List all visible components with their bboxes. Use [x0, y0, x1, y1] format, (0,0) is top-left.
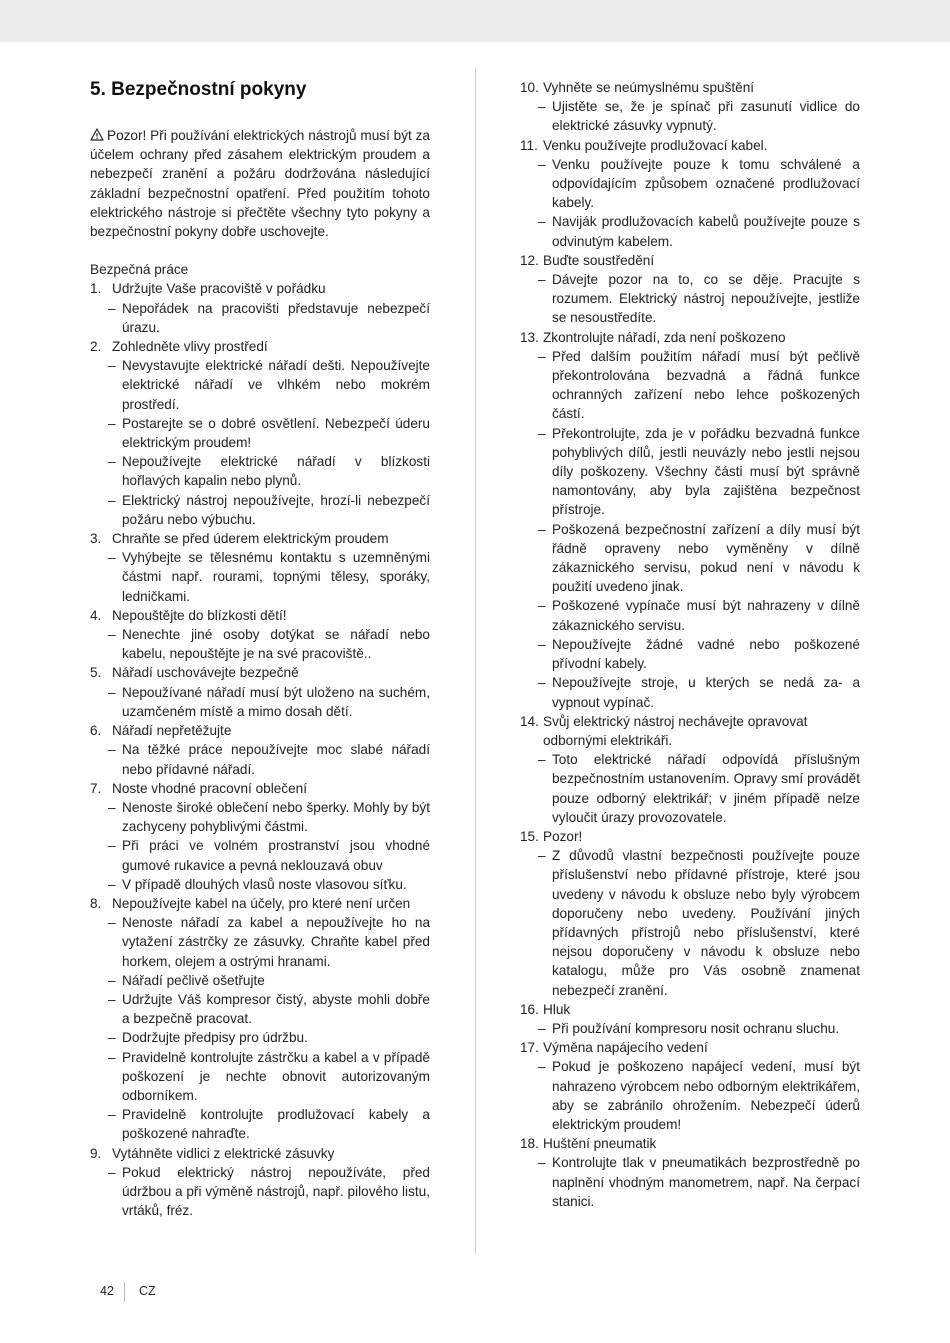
- item-number: 3.: [90, 531, 102, 547]
- item-number: 13.: [520, 329, 539, 345]
- dash-bullet-icon: –: [108, 454, 116, 470]
- instruction-bullet: [90, 625, 430, 663]
- left-column: [90, 78, 430, 1220]
- bullet-text: Venku používejte pouze k tomu schválené a odpovídajícím způsobem označené prodlužovací kabely.: [552, 156, 860, 211]
- instruction-bullet: [520, 97, 860, 135]
- bullet-text: Nevystavujte elektrické nářadí dešti. Nepoužívejte elektrické nářadí ve vlhkém nebo mokrém prostředí.: [122, 358, 430, 412]
- item-heading: Nářadí uschovávejte bezpečně: [112, 665, 299, 681]
- bullet-text: Toto elektrické nářadí odpovídá příslušným bezpečnostním ustanovením. Opravy smí provádět pouze odborný elektrikář; v jiném případě nelze vyloučit úrazy provozovatele.: [552, 752, 860, 825]
- dash-bullet-icon: –: [108, 991, 116, 1007]
- bullet-text: Pokud je poškozeno napájecí vedení, musí být nahrazeno výrobcem nebo odborným elektrikářem, aby se zabránilo ohrožením. Nebezpečí úderů elektrickým proudem!: [552, 1059, 860, 1132]
- item-number: 7.: [90, 780, 102, 796]
- item-heading: Výměna napájecího vedení: [543, 1040, 708, 1056]
- intro-text: Pozor! Při používání elektrických nástrojů musí být za účelem ochrany před zásahem elektrickým proudem a nebezpečí zranění a požáru dodržována následující základní bezpečnostní opatření. Před použitím tohoto elektrického nástroje si přečtěte všechny tyto pokyny a bezpečnostní pokyny dobře uschovejte.: [90, 128, 430, 240]
- instruction-item: [520, 712, 860, 750]
- instruction-bullet: [90, 1048, 430, 1106]
- item-number: 2.: [90, 339, 102, 355]
- bullet-text: Ujistěte se, že je spínač při zasunutí vidlice do elektrické zásuvky vypnutý.: [552, 99, 860, 134]
- instruction-bullet: [520, 212, 860, 250]
- dash-bullet-icon: –: [538, 521, 546, 537]
- bullet-text: Vyhýbejte se tělesnému kontaktu s uzemněnými částmi např. rourami, topnými tělesy, sporáky, ledničkami.: [122, 550, 430, 604]
- instruction-bullet: [90, 491, 430, 529]
- bullet-text: Před dalším použitím nářadí musí být pečlivě překontrolována bezvadná a řádná funkce ochranných zařízení nebo lehce poškozených částí.: [552, 348, 860, 422]
- dash-bullet-icon: –: [538, 214, 546, 230]
- instruction-item: [520, 1134, 860, 1153]
- instruction-bullet: [90, 299, 430, 337]
- dash-bullet-icon: –: [108, 838, 116, 854]
- bullet-text: Nepoužívejte stroje, u kterých se nedá za- a vypnout vypínač.: [552, 675, 860, 710]
- dash-bullet-icon: –: [108, 799, 116, 815]
- item-heading: Nepouštějte do blízkosti dětí!: [112, 607, 287, 623]
- instruction-item: [90, 894, 430, 913]
- dash-bullet-icon: –: [538, 752, 546, 768]
- instruction-bullet: [90, 1105, 430, 1143]
- instruction-bullet: [90, 1163, 430, 1221]
- dash-bullet-icon: –: [108, 300, 116, 316]
- item-heading: Vyhněte se neúmyslnému spuštění: [543, 80, 755, 95]
- bullet-text: Nepoužívejte žádné vadné nebo poškozené přívodní kabely.: [552, 636, 860, 672]
- right-column: [520, 78, 860, 1211]
- bullet-text: Nepoužívané nářadí musí být uloženo na suchém, uzamčeném místě a mimo dosah dětí.: [122, 684, 430, 719]
- dash-bullet-icon: –: [108, 492, 116, 508]
- bullet-text: Nenoste nářadí za kabel a nepoužívejte ho na vytažení zástrčky ze zásuvky. Chraňte kabel před horkem, olejem a ostrými hranami.: [122, 915, 430, 969]
- item-number: 12.: [520, 252, 539, 268]
- item-number: 15.: [520, 828, 539, 844]
- instruction-item: [90, 529, 430, 548]
- instruction-bullet: [520, 1019, 860, 1038]
- item-heading: Svůj elektrický nástroj nechávejte opravovat odbornými elektrikáři.: [543, 713, 808, 748]
- bullet-text: Pravidelně kontrolujte zástrčku a kabel a v případě poškození je nechte obnovit autorizovaným odborníkem.: [122, 1049, 430, 1103]
- item-heading: Nářadí nepřetěžujte: [112, 723, 232, 739]
- bullet-text: Nenechte jiné osoby dotýkat se nářadí nebo kabelu, nepouštějte je na své pracoviště..: [122, 627, 430, 662]
- instruction-bullet: [520, 673, 860, 711]
- instruction-bullet: [520, 270, 860, 328]
- instruction-item: [90, 779, 430, 798]
- bullet-text: Nepoužívejte elektrické nářadí v blízkosti hořlavých kapalin nebo plynů.: [122, 454, 430, 489]
- dash-bullet-icon: –: [108, 1030, 116, 1046]
- dash-bullet-icon: –: [538, 1059, 546, 1075]
- dash-bullet-icon: –: [108, 358, 116, 374]
- bullet-text: Z důvodů vlastní bezpečnosti používejte pouze příslušenství nebo přídavné přístroje, které jsou uvedeny v návodu k obsluze nebo byly výrobcem doporučeny nebo uvedeny. Používání jiných přídavných přístrojů nebo příslušenství, které nejsou doporučeny v návodu k obsluze nebo katalogu, může pro Vás osobně znamenat nebezpečí zranění.: [552, 848, 860, 998]
- item-heading: Zohledněte vlivy prostředí: [112, 339, 268, 355]
- item-number: 5.: [90, 665, 102, 681]
- dash-bullet-icon: –: [108, 684, 116, 700]
- dash-bullet-icon: –: [108, 972, 116, 988]
- item-heading: Noste vhodné pracovní oblečení: [112, 780, 307, 796]
- bullet-text: Dodržujte předpisy pro údržbu.: [122, 1030, 308, 1046]
- warning-triangle-icon: [90, 128, 104, 141]
- instruction-bullet: [90, 875, 430, 894]
- dash-bullet-icon: –: [108, 1107, 116, 1123]
- dash-bullet-icon: –: [538, 425, 546, 441]
- bullet-text: Elektrický nástroj nepoužívejte, hrozí-li nebezpečí požáru nebo výbuchu.: [122, 492, 430, 527]
- item-number: 16.: [520, 1001, 539, 1017]
- instruction-bullet: [90, 414, 430, 452]
- item-heading: Udržujte Vaše pracoviště v pořádku: [112, 281, 326, 297]
- bullet-text: Nářadí pečlivě ošetřujte: [122, 972, 265, 988]
- dash-bullet-icon: –: [108, 876, 116, 892]
- instruction-item: [520, 78, 860, 97]
- dash-bullet-icon: –: [538, 598, 546, 614]
- bullet-text: Naviják prodlužovacích kabelů používejte pouze s odvinutým kabelem.: [552, 214, 860, 249]
- bullet-text: Pravidelně kontrolujte prodlužovací kabely a poškozené nahraďte.: [122, 1107, 430, 1142]
- item-heading: Pozor!: [543, 828, 583, 844]
- item-heading: Hluk: [543, 1001, 571, 1017]
- instruction-bullet: [520, 596, 860, 634]
- item-number: 14.: [520, 713, 539, 729]
- item-heading: Venku používejte prodlužovací kabel.: [543, 137, 768, 153]
- item-number: 9.: [90, 1145, 102, 1161]
- instruction-item: [520, 1038, 860, 1057]
- item-heading: Nepoužívejte kabel na účely, pro které není určen: [112, 895, 411, 911]
- page-number: 42: [100, 1284, 114, 1298]
- bullet-text: Poškozená bezpečnostní zařízení a díly musí být řádně opraveny nebo vyměněny v dílně zákaznického servisu, pokud není v návodu k použití uvedeno jinak.: [552, 521, 860, 595]
- instruction-bullet: [90, 452, 430, 490]
- item-number: 18.: [520, 1136, 539, 1152]
- instruction-item: [520, 328, 860, 347]
- instruction-item: [520, 136, 860, 155]
- item-heading: Huštění pneumatik: [543, 1136, 657, 1152]
- dash-bullet-icon: –: [538, 848, 546, 864]
- language-code: CZ: [139, 1284, 156, 1298]
- dash-bullet-icon: –: [108, 742, 116, 758]
- instruction-bullet: [90, 740, 430, 778]
- dash-bullet-icon: –: [538, 675, 546, 691]
- dash-bullet-icon: –: [538, 348, 546, 364]
- item-heading: Buďte soustředění: [543, 252, 655, 268]
- instruction-bullet: [520, 1057, 860, 1134]
- instruction-item: [520, 1000, 860, 1019]
- instruction-bullet: [520, 520, 860, 597]
- instruction-bullet: [90, 356, 430, 414]
- bullet-text: Postarejte se o dobré osvětlení. Nebezpečí úderu elektrickým proudem!: [122, 415, 430, 451]
- bullet-text: Na těžké práce nepoužívejte moc slabé nářadí nebo přídavné nářadí.: [122, 742, 430, 777]
- item-number: 1.: [90, 281, 102, 297]
- instruction-bullet: [520, 750, 860, 827]
- bullet-text: Při používání kompresoru nosit ochranu sluchu.: [552, 1020, 840, 1036]
- item-heading: Zkontrolujte nářadí, zda není poškozeno: [543, 329, 786, 345]
- instruction-item: [90, 1144, 430, 1163]
- instruction-bullet: [520, 347, 860, 424]
- dash-bullet-icon: –: [538, 156, 546, 172]
- bullet-text: Pokud elektrický nástroj nepoužíváte, před údržbou a při výměně nástrojů, např. pilového listu, vrtáků, fréz.: [122, 1164, 430, 1219]
- item-number: 11.: [520, 137, 538, 153]
- column-divider: [475, 68, 476, 1254]
- bullet-text: Nenoste široké oblečení nebo šperky. Mohly by být zachyceny pohyblivými částmi.: [122, 799, 430, 835]
- bullet-text: Dávejte pozor na to, co se děje. Pracujte s rozumem. Elektrický nástroj nepoužívejte, jestliže se nesoustředíte.: [552, 272, 860, 326]
- bullet-text: V případě dlouhých vlasů noste vlasovou síťku.: [122, 876, 407, 892]
- instruction-bullet: [90, 836, 430, 874]
- dash-bullet-icon: –: [538, 1155, 546, 1171]
- instruction-bullet: [90, 1028, 430, 1047]
- instruction-bullet: [90, 990, 430, 1028]
- item-number: 17.: [520, 1040, 539, 1056]
- item-heading: Chraňte se před úderem elektrickým proudem: [112, 531, 389, 547]
- dash-bullet-icon: –: [538, 272, 546, 288]
- instruction-item: [90, 663, 430, 682]
- instruction-item: [520, 827, 860, 846]
- bullet-text: Kontrolujte tlak v pneumatikách bezprostředně po naplnění vhodným manometrem, např. Na čerpací stanici.: [552, 1155, 860, 1209]
- instruction-item: [90, 337, 430, 356]
- left-instruction-list: [90, 279, 430, 1220]
- bullet-text: Nepořádek na pracovišti představuje nebezpečí úrazu.: [122, 300, 430, 335]
- instruction-bullet: [520, 846, 860, 1000]
- item-number: 4.: [90, 607, 102, 623]
- dash-bullet-icon: –: [538, 1020, 546, 1036]
- section-title: 5. Bezpečnostní pokyny: [90, 79, 307, 100]
- intro-paragraph: [90, 126, 430, 241]
- instruction-item: [90, 721, 430, 740]
- item-number: 10.: [520, 80, 539, 95]
- footer-separator: [124, 1282, 125, 1302]
- instruction-item: [520, 251, 860, 270]
- bullet-text: Poškozené vypínače musí být nahrazeny v dílně zákaznického servisu.: [552, 598, 860, 633]
- dash-bullet-icon: –: [108, 1049, 116, 1065]
- instruction-bullet: [90, 971, 430, 990]
- dash-bullet-icon: –: [538, 636, 546, 652]
- bullet-text: Při práci ve volném prostranství jsou vhodné gumové rukavice a pevná neklouzavá obuv: [122, 838, 430, 873]
- dash-bullet-icon: –: [108, 550, 116, 566]
- instruction-bullet: [90, 913, 430, 971]
- instruction-item: [90, 606, 430, 625]
- dash-bullet-icon: –: [538, 99, 546, 115]
- item-number: 6.: [90, 723, 102, 739]
- instruction-bullet: [90, 683, 430, 721]
- dash-bullet-icon: –: [108, 627, 116, 643]
- bullet-text: Překontrolujte, zda je v pořádku bezvadná funkce pohyblivých dílů, jestli neuvázly nebo jestli nejsou díly poškozeny. Všechny části musí být správně namontovány, aby byla zajištěna bezpečnost přístroje.: [552, 425, 860, 518]
- instruction-bullet: [520, 424, 860, 520]
- item-heading: Vytáhněte vidlici z elektrické zásuvky: [112, 1145, 335, 1161]
- instruction-bullet: [520, 155, 860, 213]
- dash-bullet-icon: –: [108, 1164, 116, 1180]
- item-number: 8.: [90, 895, 102, 911]
- instruction-item: [90, 279, 430, 298]
- right-instruction-list: [520, 78, 860, 1211]
- instruction-bullet: [90, 548, 430, 606]
- subheading: Bezpečná práce: [90, 262, 189, 278]
- instruction-bullet: [520, 635, 860, 673]
- header-band: [0, 0, 950, 42]
- dash-bullet-icon: –: [108, 415, 116, 431]
- instruction-bullet: [90, 798, 430, 836]
- instruction-bullet: [520, 1153, 860, 1211]
- dash-bullet-icon: –: [108, 915, 116, 931]
- bullet-text: Udržujte Váš kompresor čistý, abyste mohli dobře a bezpečně pracovat.: [122, 991, 430, 1027]
